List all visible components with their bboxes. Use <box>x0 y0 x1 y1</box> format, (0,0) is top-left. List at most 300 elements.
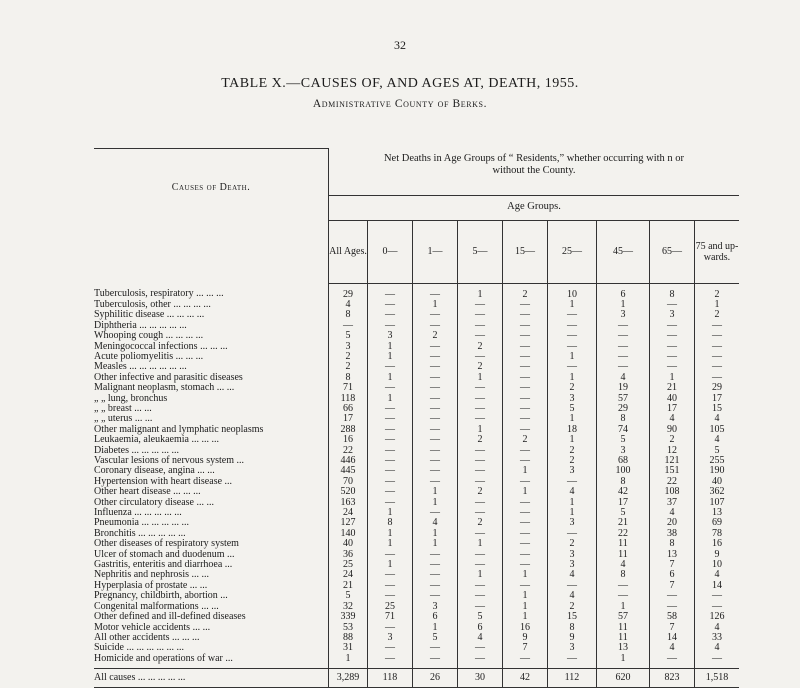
cell-age-65: — <box>650 342 695 352</box>
cell-age-0: — <box>368 383 413 393</box>
cell-age-45: 3 <box>597 310 650 320</box>
cell-age-65: 4 <box>650 414 695 424</box>
cell-age-0: 1 <box>368 373 413 383</box>
cell-age-25: 4 <box>548 570 597 580</box>
cell-all-ages: 66 <box>329 404 368 414</box>
cell-age-65: 13 <box>650 550 695 560</box>
total-age-0: 118 <box>368 669 413 688</box>
cell-age-65: — <box>650 300 695 310</box>
cell-age-15: — <box>503 654 548 669</box>
cell-age-45: — <box>597 362 650 372</box>
cell-age-0: — <box>368 581 413 591</box>
cell-age-5: — <box>458 352 503 362</box>
cell-age-15: — <box>503 425 548 435</box>
cell-age-65: 7 <box>650 623 695 633</box>
cell-age-1: 1 <box>413 529 458 539</box>
table-title: TABLE X.—CAUSES OF, AND AGES AT, DEATH, 1955. <box>221 76 579 91</box>
cause-label: Meningococcal infections ... ... ... <box>94 340 228 352</box>
cell-age-5: — <box>458 383 503 393</box>
cell-age-25: — <box>548 477 597 487</box>
cell-age-25: 2 <box>548 456 597 466</box>
cell-age-65: 20 <box>650 518 695 528</box>
cell-age-0: — <box>368 456 413 466</box>
cause-label: Influenza ... ... ... ... ... <box>94 507 182 519</box>
cell-all-ages: 16 <box>329 435 368 445</box>
cell-age-25: 1 <box>548 300 597 310</box>
cell-age-5: 4 <box>458 633 503 643</box>
cell-age-65: 21 <box>650 383 695 393</box>
column-header-age-0: 0— <box>368 220 413 283</box>
cause-column-header: Causes of Death. <box>94 149 329 284</box>
cell-age-1: — <box>413 310 458 320</box>
cell-age-0: — <box>368 466 413 476</box>
cell-age-0: — <box>368 570 413 580</box>
cell-age-15: 1 <box>503 466 548 476</box>
cell-age-75-up: 16 <box>695 539 740 549</box>
cell-age-75-up: 13 <box>695 508 740 518</box>
cell-age-65: 1 <box>650 373 695 383</box>
total-row <box>94 669 739 688</box>
cell-all-ages: 140 <box>329 529 368 539</box>
cell-age-75-up: — <box>695 352 740 362</box>
cell-age-5: — <box>458 321 503 331</box>
cell-age-45: 4 <box>597 560 650 570</box>
cell-age-25: 4 <box>548 487 597 497</box>
cell-age-15: — <box>503 394 548 404</box>
cell-age-25: 5 <box>548 404 597 414</box>
cell-age-5: 2 <box>458 435 503 445</box>
cell-age-45: 42 <box>597 487 650 497</box>
table-row <box>94 654 739 669</box>
cell-age-15: — <box>503 581 548 591</box>
cell-age-25: 9 <box>548 633 597 643</box>
cell-age-1: 1 <box>413 539 458 549</box>
cell-age-1: — <box>413 591 458 601</box>
page-number: 32 <box>394 38 406 52</box>
cell-age-65: — <box>650 654 695 669</box>
total-age-15: 42 <box>503 669 548 688</box>
cell-all-ages: 21 <box>329 581 368 591</box>
cell-age-5: — <box>458 300 503 310</box>
cell-age-0: — <box>368 623 413 633</box>
cell-age-65: 7 <box>650 560 695 570</box>
cell-age-75-up: 105 <box>695 425 740 435</box>
cell-age-65: 14 <box>650 633 695 643</box>
table-row <box>94 331 739 341</box>
cause-label: Suicide ... ... ... ... ... ... <box>94 642 184 654</box>
cell-all-ages: — <box>329 321 368 331</box>
cause-label: „ „ breast ... ... <box>94 402 152 414</box>
cell-age-1: 1 <box>413 498 458 508</box>
cell-age-25: 1 <box>548 435 597 445</box>
cell-age-15: — <box>503 383 548 393</box>
cell-age-25: 15 <box>548 612 597 622</box>
cell-age-65: — <box>650 321 695 331</box>
cell-age-15: — <box>503 456 548 466</box>
cell-age-1: 1 <box>413 487 458 497</box>
table-row <box>94 508 739 518</box>
total-age-65: 823 <box>650 669 695 688</box>
total-age-1: 26 <box>413 669 458 688</box>
cell-age-1: — <box>413 425 458 435</box>
cause-label: Gastritis, enteritis and diarrhoea ... <box>94 559 233 571</box>
cell-all-ages: 288 <box>329 425 368 435</box>
cell-age-1: — <box>413 508 458 518</box>
cell-age-25: 1 <box>548 352 597 362</box>
cell-age-5: 2 <box>458 362 503 372</box>
total-age-5: 30 <box>458 669 503 688</box>
cause-label: Other defined and ill-defined diseases <box>94 611 246 623</box>
cell-age-25: 2 <box>548 539 597 549</box>
cause-label: Syphilitic disease ... ... ... ... <box>94 309 205 321</box>
cell-age-15: — <box>503 404 548 414</box>
cell-age-1: — <box>413 342 458 352</box>
cell-age-0: 1 <box>368 539 413 549</box>
cell-age-15: — <box>503 331 548 341</box>
cell-age-1: — <box>413 477 458 487</box>
cell-age-45: 11 <box>597 550 650 560</box>
total-age-45: 620 <box>597 669 650 688</box>
cell-age-0: — <box>368 477 413 487</box>
cell-age-15: — <box>503 373 548 383</box>
cell-all-ages: 24 <box>329 570 368 580</box>
cell-age-75-up: 40 <box>695 477 740 487</box>
cell-age-15: — <box>503 560 548 570</box>
cause-label: „ „ uterus ... ... <box>94 413 153 425</box>
cause-label: Homicide and operations of war ... <box>94 652 233 664</box>
cell-all-ages: 29 <box>329 283 368 300</box>
cause-label: Diphtheria ... ... ... ... ... <box>94 319 187 331</box>
cell-age-5: — <box>458 581 503 591</box>
cell-age-0: — <box>368 362 413 372</box>
cell-all-ages: 8 <box>329 310 368 320</box>
column-header-age-15: 15— <box>503 220 548 283</box>
cause-label: Whooping cough ... ... ... ... <box>94 330 204 342</box>
cell-age-5: — <box>458 550 503 560</box>
cell-age-0: — <box>368 425 413 435</box>
cell-age-45: — <box>597 352 650 362</box>
cell-age-1: — <box>413 362 458 372</box>
cause-label: Congenital malformations ... ... <box>94 600 219 612</box>
cell-age-45: 8 <box>597 570 650 580</box>
cell-age-0: 1 <box>368 352 413 362</box>
cell-age-5: — <box>458 394 503 404</box>
cell-age-0: 1 <box>368 394 413 404</box>
cell-age-1: — <box>413 570 458 580</box>
cell-age-15: — <box>503 321 548 331</box>
cell-all-ages: 25 <box>329 560 368 570</box>
cell-age-0: — <box>368 654 413 669</box>
cause-label: Bronchitis ... ... ... ... ... <box>94 527 186 539</box>
cell-age-5: — <box>458 602 503 612</box>
cell-age-15: 1 <box>503 612 548 622</box>
cell-age-75-up: 2 <box>695 310 740 320</box>
cell-age-65: — <box>650 591 695 601</box>
cell-age-45: 11 <box>597 539 650 549</box>
cell-age-25: 1 <box>548 373 597 383</box>
cause-label: Motor vehicle accidents ... ... <box>94 621 211 633</box>
cell-age-0: — <box>368 404 413 414</box>
cell-age-0: 25 <box>368 602 413 612</box>
cause-label: Measles ... ... ... ... ... ... <box>94 361 187 373</box>
cell-all-ages: 40 <box>329 539 368 549</box>
cell-age-65: 2 <box>650 435 695 445</box>
cell-all-ages: 8 <box>329 373 368 383</box>
cell-age-1: — <box>413 560 458 570</box>
cell-age-65: 90 <box>650 425 695 435</box>
cell-age-0: — <box>368 435 413 445</box>
cause-label: Leukaemia, aleukaemia ... ... ... <box>94 434 219 446</box>
cell-age-45: 11 <box>597 633 650 643</box>
cell-age-25: 2 <box>548 383 597 393</box>
cell-age-75-up: 126 <box>695 612 740 622</box>
cell-age-45: 57 <box>597 612 650 622</box>
cell-age-0: 71 <box>368 612 413 622</box>
cell-age-15: 16 <box>503 623 548 633</box>
cell-age-0: 1 <box>368 508 413 518</box>
cell-all-ages: 2 <box>329 362 368 372</box>
cell-age-65: 6 <box>650 570 695 580</box>
cell-age-0: 3 <box>368 633 413 643</box>
cell-age-5: — <box>458 529 503 539</box>
cell-age-75-up: 69 <box>695 518 740 528</box>
cause-label: „ „ lung, bronchus <box>94 392 168 404</box>
cell-age-5: — <box>458 591 503 601</box>
cell-age-75-up: — <box>695 373 740 383</box>
cause-label: Hypertension with heart disease ... <box>94 475 233 487</box>
cell-age-25: — <box>548 321 597 331</box>
cell-age-75-up: 15 <box>695 404 740 414</box>
cell-age-1: 1 <box>413 300 458 310</box>
cell-age-25: — <box>548 529 597 539</box>
cell-age-1: — <box>413 404 458 414</box>
table-subtitle: Administrative County of Berks. <box>312 98 488 110</box>
cell-age-65: 58 <box>650 612 695 622</box>
cell-age-15: — <box>503 300 548 310</box>
cell-age-5: — <box>458 477 503 487</box>
total-age-25: 112 <box>548 669 597 688</box>
cell-age-25: — <box>548 331 597 341</box>
cell-age-45: 8 <box>597 414 650 424</box>
cell-age-75-up: 1 <box>695 300 740 310</box>
cell-age-5: — <box>458 414 503 424</box>
cell-age-65: 7 <box>650 581 695 591</box>
cell-age-25: 3 <box>548 560 597 570</box>
cell-age-75-up: 29 <box>695 383 740 393</box>
cell-age-75-up: — <box>695 591 740 601</box>
column-header-age-65: 65— <box>650 220 695 283</box>
cell-age-0: — <box>368 643 413 653</box>
cell-all-ages: 446 <box>329 456 368 466</box>
cell-age-0: — <box>368 310 413 320</box>
table-row <box>94 498 739 508</box>
cell-age-0: — <box>368 414 413 424</box>
cell-age-65: 38 <box>650 529 695 539</box>
cell-age-1: — <box>413 394 458 404</box>
cell-age-75-up: 14 <box>695 581 740 591</box>
cell-age-1: — <box>413 283 458 300</box>
cause-label: Diabetes ... ... ... ... ... <box>94 444 179 456</box>
cell-all-ages: 31 <box>329 643 368 653</box>
cell-age-0: — <box>368 321 413 331</box>
cell-age-15: 1 <box>503 487 548 497</box>
cell-age-75-up: — <box>695 321 740 331</box>
cell-age-1: — <box>413 654 458 669</box>
cell-age-75-up: — <box>695 362 740 372</box>
cell-age-1: 4 <box>413 518 458 528</box>
cell-age-1: — <box>413 446 458 456</box>
cell-all-ages: 5 <box>329 331 368 341</box>
cell-age-25: 3 <box>548 643 597 653</box>
cell-age-25: 8 <box>548 623 597 633</box>
cell-age-75-up: 107 <box>695 498 740 508</box>
cell-age-75-up: 9 <box>695 550 740 560</box>
cell-age-1: — <box>413 373 458 383</box>
cell-age-65: 121 <box>650 456 695 466</box>
cell-all-ages: 71 <box>329 383 368 393</box>
cell-age-45: 13 <box>597 643 650 653</box>
cell-age-75-up: 362 <box>695 487 740 497</box>
cell-age-65: 108 <box>650 487 695 497</box>
cell-age-15: 1 <box>503 602 548 612</box>
cause-label: Pregnancy, childbirth, abortion ... <box>94 590 228 602</box>
cell-age-5: — <box>458 310 503 320</box>
cell-age-65: — <box>650 362 695 372</box>
cell-age-25: 3 <box>548 550 597 560</box>
cell-all-ages: 2 <box>329 352 368 362</box>
cell-all-ages: 339 <box>329 612 368 622</box>
table-row <box>94 383 739 393</box>
cell-age-15: 1 <box>503 570 548 580</box>
cell-age-45: 4 <box>597 373 650 383</box>
cause-label: All other accidents ... ... ... <box>94 631 200 643</box>
cell-age-45: 21 <box>597 518 650 528</box>
cell-age-0: 8 <box>368 518 413 528</box>
cell-age-5: — <box>458 456 503 466</box>
cell-age-65: 151 <box>650 466 695 476</box>
cell-age-1: 5 <box>413 633 458 643</box>
cell-all-ages: 1 <box>329 654 368 669</box>
cell-age-45: 74 <box>597 425 650 435</box>
cell-age-75-up: — <box>695 602 740 612</box>
cell-age-15: — <box>503 342 548 352</box>
cause-label: Nephritis and nephrosis ... ... <box>94 569 209 581</box>
cell-age-1: — <box>413 550 458 560</box>
cell-all-ages: 70 <box>329 477 368 487</box>
cell-age-1: — <box>413 581 458 591</box>
cell-age-0: — <box>368 550 413 560</box>
cell-age-15: — <box>503 529 548 539</box>
cell-age-65: 3 <box>650 310 695 320</box>
cell-age-25: — <box>548 581 597 591</box>
cell-age-75-up: — <box>695 654 740 669</box>
cell-age-25: 3 <box>548 466 597 476</box>
table-row <box>94 518 739 528</box>
cell-age-15: — <box>503 310 548 320</box>
cause-label: Other diseases of respiratory system <box>94 538 239 550</box>
cell-all-ages: 520 <box>329 487 368 497</box>
cell-all-ages: 445 <box>329 466 368 476</box>
cell-age-25: 18 <box>548 425 597 435</box>
cell-age-45: 8 <box>597 477 650 487</box>
cell-age-65: 8 <box>650 539 695 549</box>
cell-all-ages: 88 <box>329 633 368 643</box>
cell-age-5: 2 <box>458 342 503 352</box>
cell-age-5: — <box>458 643 503 653</box>
cell-age-45: — <box>597 331 650 341</box>
cause-label: Tuberculosis, respiratory ... ... ... <box>94 288 224 300</box>
cell-age-75-up: 4 <box>695 570 740 580</box>
cell-all-ages: 4 <box>329 300 368 310</box>
cell-age-25: — <box>548 362 597 372</box>
cause-label: Acute poliomyelitis ... ... ... <box>94 350 204 362</box>
cell-age-25: 10 <box>548 283 597 300</box>
cell-age-1: — <box>413 352 458 362</box>
cell-all-ages: 22 <box>329 446 368 456</box>
cell-age-5: — <box>458 498 503 508</box>
cell-age-65: — <box>650 602 695 612</box>
cell-age-5: 1 <box>458 283 503 300</box>
cell-age-0: — <box>368 498 413 508</box>
cause-label: Other circulatory disease ... ... <box>94 496 214 508</box>
cause-label: Hyperplasia of prostate ... ... <box>94 579 208 591</box>
total-all-ages: 3,289 <box>329 669 368 688</box>
cell-age-1: 3 <box>413 602 458 612</box>
cell-age-45: 6 <box>597 283 650 300</box>
cell-age-65: — <box>650 331 695 341</box>
cell-age-5: 2 <box>458 518 503 528</box>
cell-age-5: 6 <box>458 623 503 633</box>
cell-age-15: — <box>503 477 548 487</box>
cell-all-ages: 24 <box>329 508 368 518</box>
table-row <box>94 404 739 414</box>
table-row <box>94 633 739 643</box>
cell-age-5: 1 <box>458 539 503 549</box>
cell-age-0: 1 <box>368 342 413 352</box>
cell-age-45: 22 <box>597 529 650 539</box>
cause-label: Pneumonia ... ... ... ... ... <box>94 517 189 529</box>
cell-age-15: 9 <box>503 633 548 643</box>
cell-age-1: — <box>413 383 458 393</box>
cell-age-75-up: 4 <box>695 414 740 424</box>
total-label: All causes ... ... ... ... ... <box>94 669 329 688</box>
cell-age-45: 100 <box>597 466 650 476</box>
cell-age-45: 5 <box>597 435 650 445</box>
cell-age-75-up: 4 <box>695 643 740 653</box>
column-header-age-25: 25— <box>548 220 597 283</box>
cell-age-45: 19 <box>597 383 650 393</box>
cell-age-75-up: 17 <box>695 394 740 404</box>
cell-age-5: 1 <box>458 425 503 435</box>
cell-age-75-up: 255 <box>695 456 740 466</box>
table-row <box>94 394 739 404</box>
cell-age-15: 7 <box>503 643 548 653</box>
cell-age-45: — <box>597 581 650 591</box>
cell-age-45: 29 <box>597 404 650 414</box>
cell-age-0: 1 <box>368 529 413 539</box>
cell-age-75-up: 4 <box>695 435 740 445</box>
cell-age-5: 1 <box>458 373 503 383</box>
cause-label: Vascular lesions of nervous system ... <box>94 455 244 466</box>
cell-age-5: — <box>458 446 503 456</box>
cell-age-5: — <box>458 331 503 341</box>
cell-age-1: — <box>413 643 458 653</box>
cell-age-75-up: 5 <box>695 446 740 456</box>
column-header-age-45: 45— <box>597 220 650 283</box>
cell-age-0: 3 <box>368 331 413 341</box>
deaths-table <box>94 148 739 688</box>
cell-age-25: 1 <box>548 508 597 518</box>
